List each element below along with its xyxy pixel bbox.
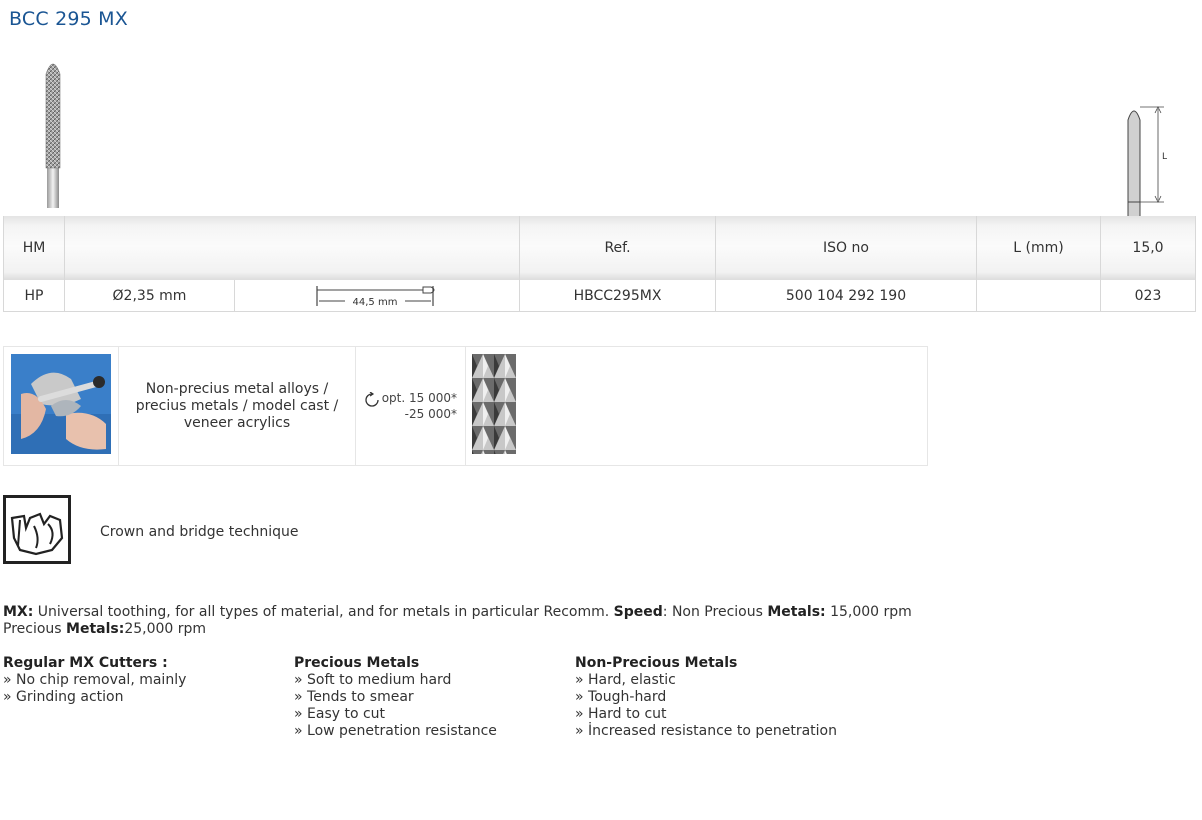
rpm-cell — [356, 347, 466, 466]
specification-table — [3, 216, 1196, 312]
table-header-row — [3, 216, 1196, 280]
regular-cutters-column — [3, 655, 186, 706]
cell-shank-drawing — [235, 280, 520, 312]
column-heading: Precious Metals — [294, 655, 420, 671]
application-info-table — [3, 346, 928, 466]
column-heading: Regular MX Cutters : — [3, 655, 168, 671]
header-length: L (mm) — [977, 216, 1101, 280]
table-row — [3, 280, 1196, 312]
cell-size: 023 — [1101, 280, 1196, 312]
toothing-photo-cell — [466, 347, 928, 466]
bur-dimension-diagram — [1120, 100, 1180, 218]
list-item: » Easy to cut — [294, 706, 497, 723]
cell-diameter: Ø2,35 mm — [65, 280, 235, 312]
toothing-closeup-image — [472, 354, 516, 454]
precious-metals-column — [294, 655, 497, 740]
header-ref: Ref. — [520, 216, 716, 280]
header-iso: ISO no — [716, 216, 977, 280]
application-photo-cell — [4, 347, 119, 466]
list-item: » İncreased resistance to penetration — [575, 723, 837, 740]
non-precious-metals-column — [575, 655, 837, 740]
cell-ref: HBCC295MX — [520, 280, 716, 312]
rpm-info — [356, 392, 465, 420]
materials-text: Non-precius metal alloys / precius metals / model cast / veneer acrylics — [119, 347, 356, 466]
shank-length-label: 44,5 mm — [352, 296, 398, 308]
list-item: » Hard, elastic — [575, 672, 837, 689]
list-item: » Low penetration resistance — [294, 723, 497, 740]
list-item: » Tough-hard — [575, 689, 837, 706]
list-item: » No chip removal, mainly — [3, 672, 186, 689]
header-hm: HM — [3, 216, 65, 280]
cell-type: HP — [3, 280, 65, 312]
description-paragraph: MX: Universal toothing, for all types of material, and for metals in particular Recomm. Speed: Non Precious Metals: 15,000 rpm Precious Metals:25,000 rpm — [3, 604, 912, 637]
cell-length — [977, 280, 1101, 312]
page-title: BCC 295 MX — [9, 8, 128, 30]
rpm-max: -25 000* — [404, 407, 457, 421]
list-item: » Soft to medium hard — [294, 672, 497, 689]
rotation-icon — [364, 392, 380, 408]
header-blank — [65, 216, 520, 280]
rpm-optimal: opt. 15 000* — [381, 391, 457, 405]
column-heading: Non-Precious Metals — [575, 655, 738, 671]
technique-label: Crown and bridge technique — [100, 524, 299, 540]
header-size: 15,0 — [1101, 216, 1196, 280]
shank-length-icon — [315, 283, 439, 309]
list-item: » Hard to cut — [575, 706, 837, 723]
crown-bridge-icon — [3, 495, 71, 564]
application-photo — [11, 354, 111, 454]
bur-product-image — [42, 60, 64, 210]
dimension-label: L — [1162, 152, 1168, 162]
list-item: » Tends to smear — [294, 689, 497, 706]
list-item: » Grinding action — [3, 689, 186, 706]
cell-iso: 500 104 292 190 — [716, 280, 977, 312]
